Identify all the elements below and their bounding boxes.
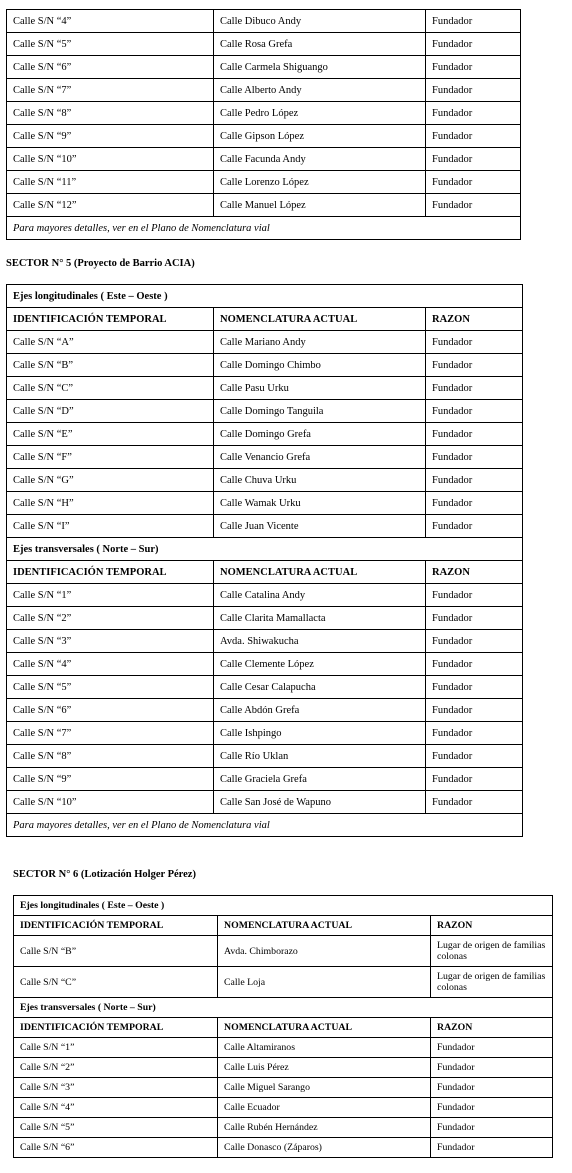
transversal-title: Ejes transversales ( Norte – Sur): [14, 998, 553, 1018]
table-row: [7, 676, 523, 699]
reason-cell: Fundador: [426, 194, 521, 217]
table-row: [7, 653, 523, 676]
sector5-heading: SECTOR N° 5 (Proyecto de Barrio ACIA): [6, 258, 195, 269]
temporal-id-cell: Calle S/N “F”: [7, 446, 214, 469]
temporal-id-cell: Calle S/N “7”: [7, 722, 214, 745]
col-header-reason: RAZON: [426, 561, 523, 584]
reason-cell: Fundador: [431, 1038, 553, 1058]
sector6-longitudinal-rows: [14, 936, 553, 998]
reason-cell: Fundador: [426, 56, 521, 79]
table-row: [7, 768, 523, 791]
reason-cell: Fundador: [426, 469, 523, 492]
table-row: [7, 492, 523, 515]
table-row: [7, 79, 521, 102]
reason-cell: Fundador: [426, 653, 523, 676]
table-row: [7, 722, 523, 745]
temporal-id-cell: Calle S/N “4”: [14, 1098, 218, 1118]
reason-cell: Fundador: [426, 699, 523, 722]
col-header-nomenclature: NOMENCLATURA ACTUAL: [214, 561, 426, 584]
nomenclature-cell: Calle Juan Vicente: [214, 515, 426, 538]
col-header-id: IDENTIFICACIÓN TEMPORAL: [7, 561, 214, 584]
nomenclature-cell: Calle Catalina Andy: [214, 584, 426, 607]
section-row: [7, 538, 523, 561]
temporal-id-cell: Calle S/N “4”: [7, 10, 214, 33]
longitudinal-title: Ejes longitudinales ( Este – Oeste ): [7, 285, 523, 308]
reason-cell: Fundador: [426, 33, 521, 56]
nomenclature-cell: Calle Domingo Chimbo: [214, 354, 426, 377]
nomenclature-cell: Calle Venancio Grefa: [214, 446, 426, 469]
longitudinal-title: Ejes longitudinales ( Este – Oeste ): [14, 896, 553, 916]
temporal-id-cell: Calle S/N “H”: [7, 492, 214, 515]
reason-cell: Fundador: [426, 79, 521, 102]
temporal-id-cell: Calle S/N “6”: [14, 1138, 218, 1158]
nomenclature-cell: Calle Graciela Grefa: [214, 768, 426, 791]
nomenclature-cell: Calle Cesar Calapucha: [214, 676, 426, 699]
note-row: [7, 217, 521, 240]
nomenclature-cell: Calle Alberto Andy: [214, 79, 426, 102]
temporal-id-cell: Calle S/N “2”: [7, 607, 214, 630]
nomenclature-cell: Calle Rosa Grefa: [214, 33, 426, 56]
table-row: [7, 699, 523, 722]
sector6-table: [13, 895, 553, 1158]
table-row: [7, 377, 523, 400]
reason-cell: Lugar de origen de familias colonas: [431, 936, 553, 967]
reason-cell: Fundador: [426, 791, 523, 814]
table-row: [14, 1138, 553, 1158]
table-row: [14, 967, 553, 998]
note-row: [7, 814, 523, 837]
nomenclature-cell: Calle Abdón Grefa: [214, 699, 426, 722]
col-header-id: IDENTIFICACIÓN TEMPORAL: [14, 1018, 218, 1038]
nomenclature-cell: Calle Manuel López: [214, 194, 426, 217]
table-row: [7, 331, 523, 354]
reason-cell: Fundador: [426, 515, 523, 538]
transversal-title: Ejes transversales ( Norte – Sur): [7, 538, 523, 561]
temporal-id-cell: Calle S/N “2”: [14, 1058, 218, 1078]
table-row: [14, 1038, 553, 1058]
table-row: [7, 607, 523, 630]
temporal-id-cell: Calle S/N “C”: [7, 377, 214, 400]
reason-cell: Fundador: [426, 171, 521, 194]
reason-cell: Fundador: [426, 676, 523, 699]
temporal-id-cell: Calle S/N “B”: [14, 936, 218, 967]
reason-cell: Fundador: [426, 423, 523, 446]
plan-note: Para mayores detalles, ver en el Plano de Nomenclatura vial: [7, 814, 523, 837]
temporal-id-cell: Calle S/N “9”: [7, 768, 214, 791]
temporal-id-cell: Calle S/N “5”: [7, 676, 214, 699]
reason-cell: Fundador: [431, 1118, 553, 1138]
reason-cell: Fundador: [431, 1058, 553, 1078]
temporal-id-cell: Calle S/N “3”: [14, 1078, 218, 1098]
reason-cell: Fundador: [426, 377, 523, 400]
temporal-id-cell: Calle S/N “6”: [7, 56, 214, 79]
section-row: [14, 896, 553, 916]
reason-cell: Fundador: [426, 331, 523, 354]
sector5-longitudinal-rows: [7, 331, 523, 538]
sector5-table: [6, 284, 523, 837]
reason-cell: Fundador: [426, 102, 521, 125]
nomenclature-cell: Calle Pasu Urku: [214, 377, 426, 400]
col-header-reason: RAZON: [431, 1018, 553, 1038]
table-row: [7, 148, 521, 171]
reason-cell: Fundador: [426, 745, 523, 768]
temporal-id-cell: Calle S/N “I”: [7, 515, 214, 538]
header-row: [14, 1018, 553, 1038]
col-header-nomenclature: NOMENCLATURA ACTUAL: [218, 1018, 431, 1038]
temporal-id-cell: Calle S/N “7”: [7, 79, 214, 102]
temporal-id-cell: Calle S/N “C”: [14, 967, 218, 998]
sector6-heading: SECTOR N° 6 (Lotización Holger Pérez): [13, 869, 196, 880]
table-row: [7, 400, 523, 423]
reason-cell: Fundador: [426, 722, 523, 745]
reason-cell: Fundador: [426, 400, 523, 423]
temporal-id-cell: Calle S/N “E”: [7, 423, 214, 446]
reason-cell: Fundador: [431, 1098, 553, 1118]
temporal-id-cell: Calle S/N “12”: [7, 194, 214, 217]
temporal-id-cell: Calle S/N “1”: [14, 1038, 218, 1058]
col-header-id: IDENTIFICACIÓN TEMPORAL: [7, 308, 214, 331]
nomenclature-cell: Calle Miguel Sarango: [218, 1078, 431, 1098]
nomenclature-cell: Calle San José de Wapuno: [214, 791, 426, 814]
table-row: [7, 791, 523, 814]
nomenclature-cell: Avda. Shiwakucha: [214, 630, 426, 653]
reason-cell: Fundador: [426, 492, 523, 515]
table-row: [7, 584, 523, 607]
col-header-reason: RAZON: [426, 308, 523, 331]
temporal-id-cell: Calle S/N “8”: [7, 102, 214, 125]
nomenclature-cell: Calle Domingo Tanguila: [214, 400, 426, 423]
col-header-nomenclature: NOMENCLATURA ACTUAL: [214, 308, 426, 331]
nomenclature-cell: Calle Chuva Urku: [214, 469, 426, 492]
temporal-id-cell: Calle S/N “11”: [7, 171, 214, 194]
section-row: [7, 285, 523, 308]
nomenclature-cell: Calle Loja: [218, 967, 431, 998]
section-row: [14, 998, 553, 1018]
reason-cell: Fundador: [426, 607, 523, 630]
header-row: [7, 561, 523, 584]
table-row: [7, 446, 523, 469]
temporal-id-cell: Calle S/N “A”: [7, 331, 214, 354]
table-row: [7, 33, 521, 56]
sector4-rows: [7, 10, 521, 217]
temporal-id-cell: Calle S/N “5”: [7, 33, 214, 56]
nomenclature-cell: Calle Ishpingo: [214, 722, 426, 745]
nomenclature-cell: Calle Lorenzo López: [214, 171, 426, 194]
reason-cell: Fundador: [426, 125, 521, 148]
reason-cell: Lugar de origen de familias colonas: [431, 967, 553, 998]
nomenclature-cell: Calle Altamiranos: [218, 1038, 431, 1058]
table-row: [7, 423, 523, 446]
table-row: [7, 194, 521, 217]
table-row: [7, 56, 521, 79]
sector5-transversal-rows: [7, 584, 523, 814]
temporal-id-cell: Calle S/N “9”: [7, 125, 214, 148]
table-row: [14, 1078, 553, 1098]
nomenclature-cell: Calle Donasco (Záparos): [218, 1138, 431, 1158]
temporal-id-cell: Calle S/N “1”: [7, 584, 214, 607]
nomenclature-cell: Calle Ecuador: [218, 1098, 431, 1118]
temporal-id-cell: Calle S/N “6”: [7, 699, 214, 722]
temporal-id-cell: Calle S/N “G”: [7, 469, 214, 492]
table-row: [14, 1118, 553, 1138]
nomenclature-cell: Calle Dibuco Andy: [214, 10, 426, 33]
nomenclature-cell: Calle Pedro López: [214, 102, 426, 125]
temporal-id-cell: Calle S/N “8”: [7, 745, 214, 768]
table-row: [7, 354, 523, 377]
plan-note: Para mayores detalles, ver en el Plano de Nomenclatura vial: [7, 217, 521, 240]
temporal-id-cell: Calle S/N “5”: [14, 1118, 218, 1138]
table-row: [14, 936, 553, 967]
nomenclature-cell: Calle Río Uklan: [214, 745, 426, 768]
temporal-id-cell: Calle S/N “10”: [7, 148, 214, 171]
col-header-reason: RAZON: [431, 916, 553, 936]
table-row: [7, 102, 521, 125]
col-header-nomenclature: NOMENCLATURA ACTUAL: [218, 916, 431, 936]
nomenclature-cell: Calle Luis Pérez: [218, 1058, 431, 1078]
table-row: [7, 10, 521, 33]
nomenclature-cell: Calle Facunda Andy: [214, 148, 426, 171]
temporal-id-cell: Calle S/N “4”: [7, 653, 214, 676]
temporal-id-cell: Calle S/N “B”: [7, 354, 214, 377]
header-row: [14, 916, 553, 936]
nomenclature-cell: Calle Mariano Andy: [214, 331, 426, 354]
reason-cell: Fundador: [426, 148, 521, 171]
reason-cell: Fundador: [426, 354, 523, 377]
reason-cell: Fundador: [431, 1078, 553, 1098]
nomenclature-cell: Calle Wamak Urku: [214, 492, 426, 515]
table-row: [7, 745, 523, 768]
nomenclature-cell: Avda. Chimborazo: [218, 936, 431, 967]
sector6-transversal-rows: [14, 1038, 553, 1158]
table-row: [7, 630, 523, 653]
nomenclature-cell: Calle Clemente López: [214, 653, 426, 676]
table-row: [7, 469, 523, 492]
reason-cell: Fundador: [426, 10, 521, 33]
nomenclature-cell: Calle Clarita Mamallacta: [214, 607, 426, 630]
temporal-id-cell: Calle S/N “D”: [7, 400, 214, 423]
table-row: [7, 515, 523, 538]
table-row: [14, 1098, 553, 1118]
table-row: [7, 171, 521, 194]
header-row: [7, 308, 523, 331]
col-header-id: IDENTIFICACIÓN TEMPORAL: [14, 916, 218, 936]
table-row: [14, 1058, 553, 1078]
reason-cell: Fundador: [426, 768, 523, 791]
temporal-id-cell: Calle S/N “10”: [7, 791, 214, 814]
reason-cell: Fundador: [431, 1138, 553, 1158]
reason-cell: Fundador: [426, 630, 523, 653]
nomenclature-cell: Calle Gipson López: [214, 125, 426, 148]
nomenclature-cell: Calle Rubén Hernández: [218, 1118, 431, 1138]
reason-cell: Fundador: [426, 584, 523, 607]
nomenclature-cell: Calle Domingo Grefa: [214, 423, 426, 446]
temporal-id-cell: Calle S/N “3”: [7, 630, 214, 653]
nomenclature-cell: Calle Carmela Shiguango: [214, 56, 426, 79]
reason-cell: Fundador: [426, 446, 523, 469]
sector4-continuation-table: [6, 9, 521, 240]
table-row: [7, 125, 521, 148]
